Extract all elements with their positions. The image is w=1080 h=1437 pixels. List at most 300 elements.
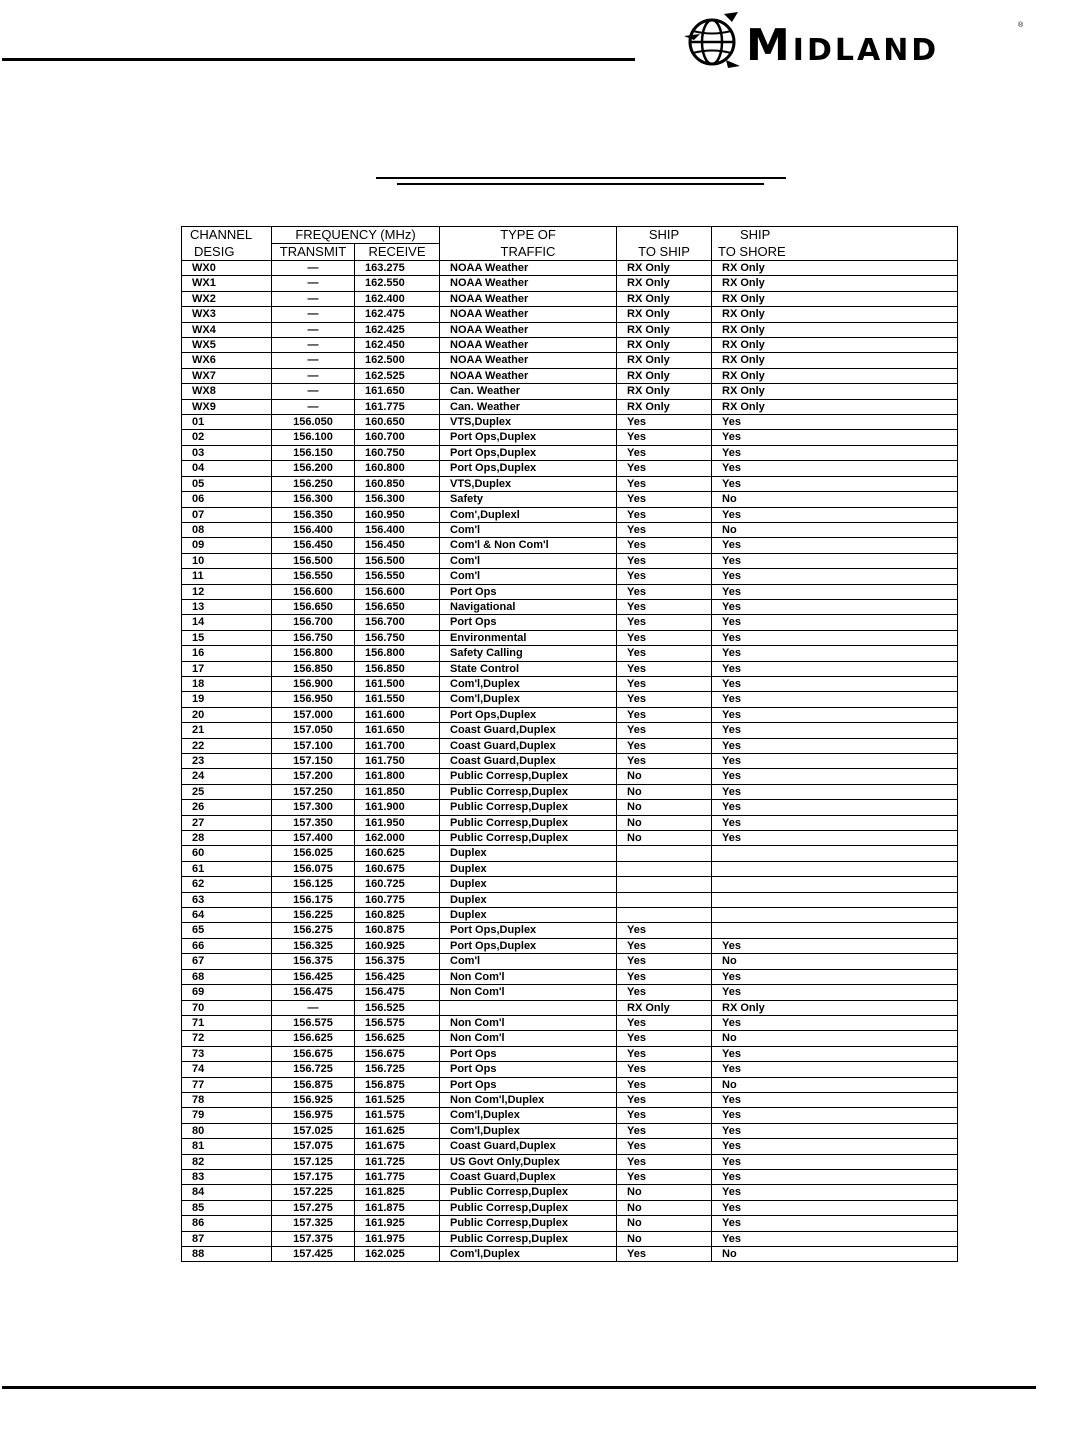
traffic-cell: Port Ops,Duplex [440, 461, 617, 476]
ship-to-shore-cell: RX Only [712, 399, 958, 414]
ship-to-shore-cell [712, 846, 958, 861]
channel-cell: 10 [182, 553, 272, 568]
ship-to-shore-cell: Yes [712, 707, 958, 722]
table-row [182, 1031, 958, 1046]
receive-cell: 160.850 [355, 476, 440, 491]
traffic-cell: Safety [440, 492, 617, 507]
transmit-cell: 156.450 [272, 538, 355, 553]
transmit-cell: 156.550 [272, 569, 355, 584]
ship-to-ship-cell: Yes [617, 522, 712, 537]
transmit-cell: — [272, 1000, 355, 1015]
traffic-cell: US Govt Only,Duplex [440, 1154, 617, 1169]
traffic-cell: Com'l [440, 954, 617, 969]
receive-cell: 160.650 [355, 415, 440, 430]
table-row [182, 861, 958, 876]
ship-to-shore-cell: Yes [712, 646, 958, 661]
transmit-cell: 156.500 [272, 553, 355, 568]
channel-cell: 71 [182, 1015, 272, 1030]
traffic-cell: Port Ops [440, 615, 617, 630]
ship-to-shore-cell: Yes [712, 1123, 958, 1138]
ship-to-ship-cell: No [617, 784, 712, 799]
ship-to-ship-cell: Yes [617, 553, 712, 568]
ship-to-shore-cell: Yes [712, 1108, 958, 1123]
traffic-cell: Com'l,Duplex [440, 1123, 617, 1138]
ship-to-ship-cell: Yes [617, 969, 712, 984]
traffic-cell: Com'l,Duplex [440, 676, 617, 691]
ship-to-shore-cell: Yes [712, 1185, 958, 1200]
receive-cell: 156.875 [355, 1077, 440, 1092]
channel-cell: 20 [182, 707, 272, 722]
receive-cell: 162.475 [355, 307, 440, 322]
ship-to-ship-cell: Yes [617, 599, 712, 614]
ship-to-shore-cell [712, 877, 958, 892]
ship-to-ship-cell: Yes [617, 569, 712, 584]
ship-to-ship-cell [617, 846, 712, 861]
transmit-cell: 156.100 [272, 430, 355, 445]
table-row [182, 276, 958, 291]
ship-to-ship-cell: Yes [617, 430, 712, 445]
channel-cell: WX7 [182, 368, 272, 383]
table-row [182, 908, 958, 923]
table-row [182, 1216, 958, 1231]
receive-cell: 161.650 [355, 384, 440, 399]
ship-to-ship-cell [617, 861, 712, 876]
ship-to-shore-cell: RX Only [712, 353, 958, 368]
header-ship-to-ship: SHIP [617, 227, 712, 244]
ship-to-ship-cell: Yes [617, 938, 712, 953]
table-row [182, 723, 958, 738]
receive-cell: 160.700 [355, 430, 440, 445]
transmit-cell: 157.425 [272, 1247, 355, 1262]
transmit-cell: 156.750 [272, 630, 355, 645]
channel-cell: 22 [182, 738, 272, 753]
title-underline-2 [397, 183, 764, 185]
ship-to-ship-cell: Yes [617, 461, 712, 476]
ship-to-ship-cell: Yes [617, 1077, 712, 1092]
ship-to-ship-cell: No [617, 815, 712, 830]
traffic-cell: Duplex [440, 908, 617, 923]
traffic-cell: Com'l,Duplex [440, 1247, 617, 1262]
ship-to-ship-cell: Yes [617, 1123, 712, 1138]
transmit-cell: 157.350 [272, 815, 355, 830]
ship-to-ship-cell: RX Only [617, 291, 712, 306]
receive-cell: 156.675 [355, 1046, 440, 1061]
header-to-shore: TO SHORE [712, 244, 958, 261]
ship-to-ship-cell: RX Only [617, 276, 712, 291]
transmit-cell: 156.900 [272, 676, 355, 691]
table-row [182, 800, 958, 815]
transmit-cell: 156.375 [272, 954, 355, 969]
traffic-cell: NOAA Weather [440, 276, 617, 291]
traffic-cell: Non Com'l [440, 985, 617, 1000]
table-row [182, 969, 958, 984]
receive-cell: 156.475 [355, 985, 440, 1000]
channel-table [181, 226, 958, 1262]
transmit-cell: 157.200 [272, 769, 355, 784]
channel-cell: 80 [182, 1123, 272, 1138]
ship-to-shore-cell: Yes [712, 415, 958, 430]
ship-to-shore-cell: Yes [712, 969, 958, 984]
ship-to-ship-cell: Yes [617, 985, 712, 1000]
transmit-cell: 156.575 [272, 1015, 355, 1030]
receive-cell: 161.800 [355, 769, 440, 784]
channel-cell: 69 [182, 985, 272, 1000]
transmit-cell: 156.275 [272, 923, 355, 938]
table-row [182, 1247, 958, 1262]
ship-to-shore-cell: Yes [712, 769, 958, 784]
transmit-cell: 157.275 [272, 1200, 355, 1215]
ship-to-shore-cell: No [712, 1247, 958, 1262]
ship-to-shore-cell: RX Only [712, 368, 958, 383]
ship-to-ship-cell: Yes [617, 1015, 712, 1030]
table-row [182, 954, 958, 969]
receive-cell: 161.625 [355, 1123, 440, 1138]
ship-to-ship-cell: Yes [617, 707, 712, 722]
table-row [182, 1108, 958, 1123]
ship-to-shore-cell: Yes [712, 754, 958, 769]
ship-to-ship-cell: Yes [617, 723, 712, 738]
table-row [182, 769, 958, 784]
receive-cell: 156.525 [355, 1000, 440, 1015]
receive-cell: 163.275 [355, 261, 440, 276]
ship-to-shore-cell: Yes [712, 507, 958, 522]
receive-cell: 162.025 [355, 1247, 440, 1262]
channel-cell: 72 [182, 1031, 272, 1046]
table-row [182, 307, 958, 322]
ship-to-ship-cell [617, 877, 712, 892]
channel-cell: 11 [182, 569, 272, 584]
receive-cell: 156.450 [355, 538, 440, 553]
ship-to-shore-cell: Yes [712, 461, 958, 476]
table-row [182, 1123, 958, 1138]
ship-to-shore-cell: Yes [712, 569, 958, 584]
transmit-cell: 156.025 [272, 846, 355, 861]
transmit-cell: 156.225 [272, 908, 355, 923]
ship-to-ship-cell [617, 892, 712, 907]
ship-to-shore-cell: RX Only [712, 1000, 958, 1015]
ship-to-ship-cell: RX Only [617, 261, 712, 276]
ship-to-shore-cell [712, 861, 958, 876]
ship-to-shore-cell [712, 923, 958, 938]
channel-cell: 13 [182, 599, 272, 614]
traffic-cell: NOAA Weather [440, 353, 617, 368]
channel-cell: 07 [182, 507, 272, 522]
receive-cell: 161.500 [355, 676, 440, 691]
table-row [182, 1154, 958, 1169]
table-row [182, 661, 958, 676]
ship-to-shore-cell: Yes [712, 1154, 958, 1169]
ship-to-ship-cell: Yes [617, 445, 712, 460]
ship-to-ship-cell: Yes [617, 676, 712, 691]
channel-cell: 66 [182, 938, 272, 953]
ship-to-shore-cell [712, 908, 958, 923]
receive-cell: 161.575 [355, 1108, 440, 1123]
receive-cell: 161.825 [355, 1185, 440, 1200]
receive-cell: 156.725 [355, 1062, 440, 1077]
table-row [182, 368, 958, 383]
traffic-cell: Can. Weather [440, 384, 617, 399]
channel-cell: 05 [182, 476, 272, 491]
traffic-cell: Coast Guard,Duplex [440, 1169, 617, 1184]
ship-to-ship-cell: No [617, 831, 712, 846]
traffic-cell: Public Corresp,Duplex [440, 769, 617, 784]
ship-to-shore-cell: Yes [712, 599, 958, 614]
footer-rule [2, 1386, 1036, 1389]
ship-to-shore-cell: Yes [712, 815, 958, 830]
traffic-cell: VTS,Duplex [440, 476, 617, 491]
transmit-cell: 157.075 [272, 1139, 355, 1154]
ship-to-shore-cell: Yes [712, 1046, 958, 1061]
ship-to-ship-cell [617, 908, 712, 923]
ship-to-ship-cell: No [617, 1231, 712, 1246]
ship-to-ship-cell: RX Only [617, 353, 712, 368]
traffic-cell: Environmental [440, 630, 617, 645]
traffic-cell: Public Corresp,Duplex [440, 831, 617, 846]
ship-to-ship-cell: Yes [617, 1139, 712, 1154]
transmit-cell: — [272, 261, 355, 276]
table-row [182, 707, 958, 722]
table-row [182, 569, 958, 584]
transmit-cell: 157.150 [272, 754, 355, 769]
ship-to-shore-cell: Yes [712, 1015, 958, 1030]
transmit-cell: 156.600 [272, 584, 355, 599]
receive-cell: 156.575 [355, 1015, 440, 1030]
table-row [182, 522, 958, 537]
transmit-cell: 156.950 [272, 692, 355, 707]
receive-cell: 156.400 [355, 522, 440, 537]
receive-cell: 156.550 [355, 569, 440, 584]
channel-cell: 18 [182, 676, 272, 691]
table-row [182, 1000, 958, 1015]
channel-cell: 60 [182, 846, 272, 861]
channel-cell: 02 [182, 430, 272, 445]
header-to-ship: TO SHIP [617, 244, 712, 261]
table-row [182, 399, 958, 414]
receive-cell: 161.975 [355, 1231, 440, 1246]
table-row [182, 1169, 958, 1184]
header-ship-to-shore: SHIP [712, 227, 958, 244]
traffic-cell [440, 1000, 617, 1015]
ship-to-shore-cell [712, 892, 958, 907]
receive-cell: 156.425 [355, 969, 440, 984]
table-row [182, 1046, 958, 1061]
channel-cell: 81 [182, 1139, 272, 1154]
transmit-cell: 157.300 [272, 800, 355, 815]
ship-to-shore-cell: Yes [712, 985, 958, 1000]
ship-to-ship-cell: Yes [617, 1046, 712, 1061]
table-row [182, 415, 958, 430]
table-row [182, 338, 958, 353]
header-traffic: TRAFFIC [440, 244, 617, 261]
receive-cell: 162.425 [355, 322, 440, 337]
ship-to-ship-cell: Yes [617, 584, 712, 599]
transmit-cell: — [272, 322, 355, 337]
table-row [182, 938, 958, 953]
ship-to-ship-cell: Yes [617, 754, 712, 769]
traffic-cell: NOAA Weather [440, 322, 617, 337]
channel-cell: WX9 [182, 399, 272, 414]
receive-cell: 162.000 [355, 831, 440, 846]
receive-cell: 161.850 [355, 784, 440, 799]
receive-cell: 161.700 [355, 738, 440, 753]
channel-cell: 74 [182, 1062, 272, 1077]
table-row [182, 1015, 958, 1030]
ship-to-shore-cell: Yes [712, 476, 958, 491]
ship-to-ship-cell: Yes [617, 1247, 712, 1262]
globe-icon [682, 10, 744, 70]
midland-logo [682, 8, 1027, 71]
table-row [182, 1077, 958, 1092]
traffic-cell: Non Com'l,Duplex [440, 1092, 617, 1107]
header-channel: CHANNEL [182, 227, 272, 244]
traffic-cell: Public Corresp,Duplex [440, 1200, 617, 1215]
transmit-cell: — [272, 353, 355, 368]
ship-to-ship-cell: Yes [617, 1154, 712, 1169]
ship-to-shore-cell: Yes [712, 445, 958, 460]
table-row [182, 754, 958, 769]
traffic-cell: NOAA Weather [440, 291, 617, 306]
traffic-cell: Com',Duplexl [440, 507, 617, 522]
channel-cell: 64 [182, 908, 272, 923]
channel-cell: WX8 [182, 384, 272, 399]
channel-cell: WX2 [182, 291, 272, 306]
ship-to-shore-cell: Yes [712, 692, 958, 707]
transmit-cell: 157.050 [272, 723, 355, 738]
ship-to-ship-cell: No [617, 1185, 712, 1200]
ship-to-ship-cell: RX Only [617, 307, 712, 322]
transmit-cell: 156.675 [272, 1046, 355, 1061]
transmit-cell: 157.325 [272, 1216, 355, 1231]
transmit-cell: — [272, 291, 355, 306]
traffic-cell: NOAA Weather [440, 368, 617, 383]
traffic-cell: Port Ops,Duplex [440, 707, 617, 722]
channel-cell: 23 [182, 754, 272, 769]
ship-to-ship-cell: RX Only [617, 384, 712, 399]
channel-cell: WX6 [182, 353, 272, 368]
receive-cell: 161.750 [355, 754, 440, 769]
transmit-cell: 156.475 [272, 985, 355, 1000]
channel-cell: 87 [182, 1231, 272, 1246]
table-row [182, 1185, 958, 1200]
header-desig: DESIG [182, 244, 272, 261]
receive-cell: 162.400 [355, 291, 440, 306]
channel-cell: 62 [182, 877, 272, 892]
table-row [182, 692, 958, 707]
table-row [182, 553, 958, 568]
receive-cell: 156.800 [355, 646, 440, 661]
ship-to-shore-cell: No [712, 492, 958, 507]
receive-cell: 161.925 [355, 1216, 440, 1231]
transmit-cell: 156.800 [272, 646, 355, 661]
channel-cell: 25 [182, 784, 272, 799]
ship-to-ship-cell: Yes [617, 538, 712, 553]
ship-to-ship-cell: Yes [617, 1169, 712, 1184]
header-type: TYPE OF [440, 227, 617, 244]
receive-cell: 156.600 [355, 584, 440, 599]
transmit-cell: 156.050 [272, 415, 355, 430]
traffic-cell: Duplex [440, 861, 617, 876]
traffic-cell: NOAA Weather [440, 261, 617, 276]
ship-to-ship-cell: RX Only [617, 1000, 712, 1015]
traffic-cell: Duplex [440, 877, 617, 892]
channel-cell: WX5 [182, 338, 272, 353]
ship-to-ship-cell: Yes [617, 923, 712, 938]
table-row [182, 1092, 958, 1107]
ship-to-ship-cell: Yes [617, 1031, 712, 1046]
transmit-cell: — [272, 307, 355, 322]
table-row [182, 291, 958, 306]
channel-cell: 70 [182, 1000, 272, 1015]
ship-to-ship-cell: Yes [617, 1062, 712, 1077]
channel-cell: 16 [182, 646, 272, 661]
receive-cell: 156.650 [355, 599, 440, 614]
traffic-cell: Public Corresp,Duplex [440, 800, 617, 815]
receive-cell: 161.525 [355, 1092, 440, 1107]
channel-cell: 27 [182, 815, 272, 830]
ship-to-shore-cell: Yes [712, 1231, 958, 1246]
ship-to-ship-cell: Yes [617, 1092, 712, 1107]
channel-cell: 19 [182, 692, 272, 707]
ship-to-shore-cell: RX Only [712, 384, 958, 399]
traffic-cell: Navigational [440, 599, 617, 614]
ship-to-shore-cell: Yes [712, 1092, 958, 1107]
receive-cell: 160.800 [355, 461, 440, 476]
receive-cell: 162.500 [355, 353, 440, 368]
traffic-cell: Public Corresp,Duplex [440, 784, 617, 799]
transmit-cell: 156.650 [272, 599, 355, 614]
receive-cell: 156.375 [355, 954, 440, 969]
ship-to-ship-cell: No [617, 769, 712, 784]
receive-cell: 156.300 [355, 492, 440, 507]
transmit-cell: 156.300 [272, 492, 355, 507]
receive-cell: 160.775 [355, 892, 440, 907]
ship-to-ship-cell: Yes [617, 507, 712, 522]
table-row [182, 846, 958, 861]
traffic-cell: Port Ops,Duplex [440, 938, 617, 953]
traffic-cell: Public Corresp,Duplex [440, 1185, 617, 1200]
traffic-cell: Port Ops,Duplex [440, 923, 617, 938]
traffic-cell: NOAA Weather [440, 338, 617, 353]
channel-cell: 88 [182, 1247, 272, 1262]
traffic-cell: Coast Guard,Duplex [440, 754, 617, 769]
ship-to-shore-cell: Yes [712, 661, 958, 676]
ship-to-shore-cell: Yes [712, 584, 958, 599]
table-row [182, 445, 958, 460]
traffic-cell: VTS,Duplex [440, 415, 617, 430]
channel-cell: 24 [182, 769, 272, 784]
transmit-cell: — [272, 338, 355, 353]
table-row [182, 676, 958, 691]
ship-to-shore-cell: RX Only [712, 261, 958, 276]
traffic-cell: Duplex [440, 846, 617, 861]
channel-cell: 86 [182, 1216, 272, 1231]
receive-cell: 161.650 [355, 723, 440, 738]
transmit-cell: 156.325 [272, 938, 355, 953]
traffic-cell: Coast Guard,Duplex [440, 738, 617, 753]
receive-cell: 161.950 [355, 815, 440, 830]
transmit-cell: 157.025 [272, 1123, 355, 1138]
table-row [182, 877, 958, 892]
transmit-cell: — [272, 368, 355, 383]
table-row [182, 538, 958, 553]
transmit-cell: 156.725 [272, 1062, 355, 1077]
channel-cell: 12 [182, 584, 272, 599]
receive-cell: 161.775 [355, 399, 440, 414]
channel-cell: WX3 [182, 307, 272, 322]
ship-to-ship-cell: No [617, 1200, 712, 1215]
receive-cell: 156.750 [355, 630, 440, 645]
ship-to-ship-cell: Yes [617, 646, 712, 661]
